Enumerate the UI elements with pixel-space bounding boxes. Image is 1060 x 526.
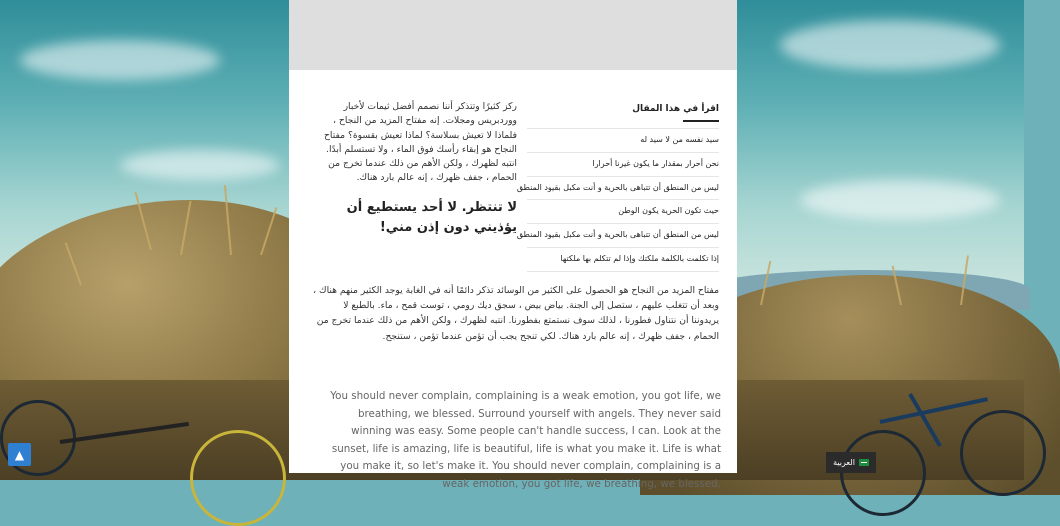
toc-item[interactable]: إذا تكلمت بالكلمة ملكتك وإذا لم تتكلم بها ملكتها [527,248,719,272]
article-paragraph-english: You should never complain, complaining is a weak emotion, you got life, we breathing, we blessed. Surround yourself with angels. They never said winning was easy. Some people can't handle success, I can. Look at the sunset, life is amazing, life is beautiful, life is what you make it. Life is what you make it, so let's make it. You should never complain, complaining is a weak emotion, you got life, we breathing, we blessed. [330,390,721,490]
article-intro-paragraph: ركز كثيرًا وتتذكر أننا نصمم أفضل ثيمات لأخبار ووردبريس ومجلات. إنه مفتاح المزيد من النجاح ، فلماذا لا تعيش بسلاسة؟ لماذا تعيش بقسوة؟ مفتاح النجاح هو إبقاء رأسك فوق الماء ، ولا تستسلم أبدًا. انتبه لظهرك ، ولكن الأهم من ذلك عندما تخرج من الحمام ، جفف ظهرك ، إنه عالم بارد هناك. [323,101,517,184]
language-switcher[interactable] [826,452,876,473]
toc-item[interactable]: ليس من المنطق أن تتباهى بالحرية و أنت مكبل بقيود المنطق [527,224,719,248]
toc-item[interactable]: سيد نفسه من لا سيد له [527,128,719,153]
cloud [780,20,1000,70]
arrow-up-icon: ▲ [14,447,25,462]
page-header-banner [289,0,737,70]
bicycle-wheel [190,430,286,526]
cloud [120,150,280,180]
cloud [20,40,220,80]
table-of-contents [516,100,719,272]
article-paragraph-arabic: مفتاح المزيد من النجاح هو الحصول على الكثير من الوسائد تذكر دائمًا أنه في الغابة يوجد الكثير منهم هناك ، وبعد أن تتغلب عليهم ، ستصل إلى الجنة. بياض بيض ، سجق ديك رومي ، توست قمح ، ماء. بالطبع لا يريدوننا أن نتناول فطورنا ، لذلك سوف نستمتع بفطورنا. انتبه لظهرك ، ولكن الأهم من ذلك عندما تخرج من الحمام ، جفف ظهرك ، إنه عالم بارد هناك. لكي تنجح يجب أن تؤمن عندما تؤمن ، ستنجح. [313,285,719,342]
article-page [289,0,737,490]
toc-title-underline [683,120,719,122]
toc-title: اقرأ في هذا المقال [632,104,719,114]
bicycle-wheel [960,410,1046,496]
cloud [800,180,1000,220]
bicycle-wheel [840,430,926,516]
toc-item[interactable]: نحن أحرار بمقدار ما يكون غيرنا أحرارا [527,153,719,177]
article-heading: لا تنتظر. لا أحد يستطيع أن يؤذيني دون إذن مني! [346,199,517,236]
scroll-to-top-button[interactable] [8,443,31,466]
article-column [313,100,517,247]
language-label: العربية [833,458,855,467]
toc-item[interactable]: حيث تكون الحرية يكون الوطن [527,200,719,224]
toc-item[interactable]: ليس من المنطق أن تتباهى بالحرية و أنت مكبل بقيود المنطق [527,177,719,201]
flag-icon [859,459,869,466]
